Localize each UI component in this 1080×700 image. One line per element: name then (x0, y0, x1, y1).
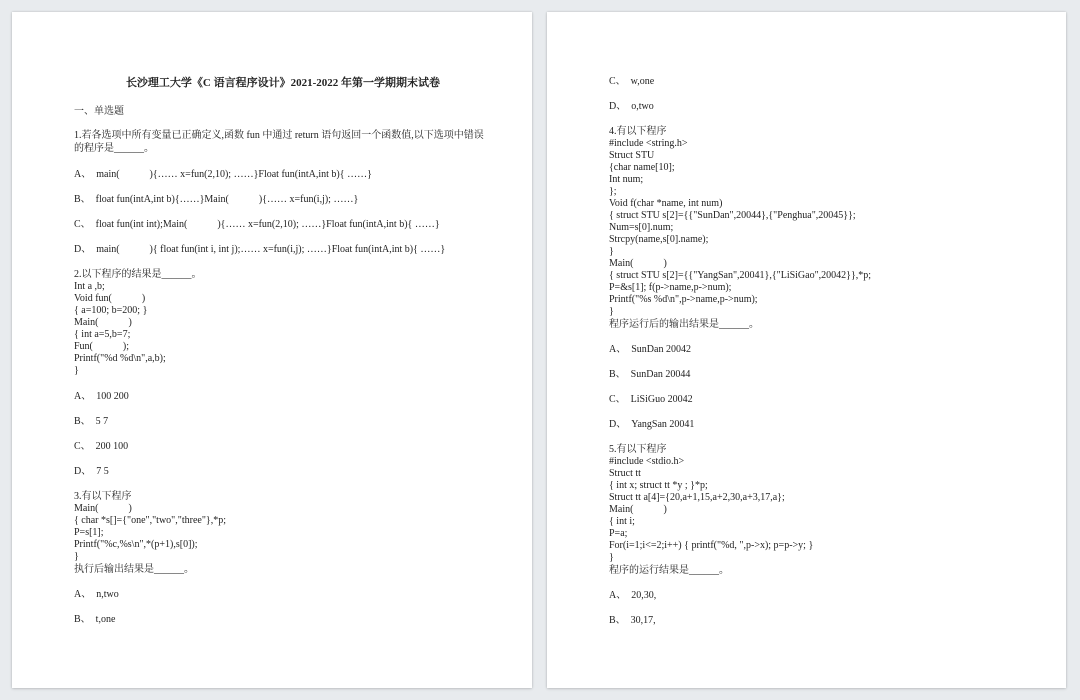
code-line: { a=100; b=200; } (74, 305, 148, 316)
code-line: Main( ) (74, 503, 132, 514)
code-line: } (609, 306, 614, 317)
code-line: #include <string.h> (609, 138, 688, 149)
code-line: Void fun( ) (74, 293, 146, 304)
question-4-option-a: A、 SunDan 20042 (609, 344, 691, 355)
page-right-content (609, 75, 1026, 639)
question-5-stem: 5.有以下程序 (609, 444, 667, 455)
question-4-stem: 4.有以下程序 (609, 126, 667, 137)
question-4-option-d: D、 YangSan 20041 (609, 419, 695, 430)
code-line: } (74, 365, 79, 376)
code-line: Struct STU (609, 150, 655, 161)
code-line: }; (609, 186, 617, 197)
question-1-option-d: D、 main( ){ float fun(int i, int j);…… x=fun(i,j); ……}Float fun(intA,int b){ ……} (74, 244, 446, 255)
question-2-option-a: A、 100 200 (74, 391, 129, 402)
question-3-prompt: 执行后输出结果是______。 (74, 564, 194, 575)
question-4 (609, 125, 1026, 431)
code-line: #include <stdio.h> (609, 456, 685, 467)
question-4-code (609, 138, 1026, 318)
code-line: { struct STU s[2]={{"SunDan",20044},{"Penghua",20045}}; (609, 210, 856, 221)
code-line: { int x; struct tt *y ; }*p; (609, 480, 708, 491)
page-left-content (74, 74, 492, 638)
code-line: Main( ) (609, 258, 667, 269)
question-5-option-a: A、 20,30, (609, 590, 657, 601)
code-line: } (609, 246, 614, 257)
question-4-prompt: 程序运行后的输出结果是______。 (609, 319, 759, 330)
code-line: Printf("%s %d\n",p->name,p->num); (609, 294, 758, 305)
question-2-option-c: C、 200 100 (74, 441, 129, 452)
code-line: } (609, 552, 614, 563)
code-line: Printf("%c,%s\n",*(p+1),s[0]); (74, 539, 198, 550)
question-5-code (609, 456, 1026, 564)
question-3-code (74, 503, 492, 563)
document-title: 长沙理工大学《C 语言程序设计》2021-2022 年第一学期期末试卷 (125, 77, 441, 89)
question-1-stem: 1.若各选项中所有变量已正确定义,函数 fun 中通过 return 语句返回一个函数值,以下选项中错误的程序是______。 (74, 130, 484, 154)
code-line: Int num; (609, 174, 644, 185)
question-5 (609, 443, 1026, 627)
code-line: Struct tt (609, 468, 641, 479)
code-line: { char *s[]={"one","two","three"},*p; (74, 515, 226, 526)
code-line: } (74, 551, 79, 562)
code-line: { int a=5,b=7; (74, 329, 131, 340)
code-line: Void f(char *name, int num) (609, 198, 723, 209)
question-4-option-c: C、 LiSiGuo 20042 (609, 394, 693, 405)
code-line: Main( ) (74, 317, 132, 328)
code-line: Int a ,b; (74, 281, 105, 292)
question-2-option-d: D、 7 5 (74, 466, 109, 477)
question-3-stem: 3.有以下程序 (74, 491, 132, 502)
question-3-continued (609, 75, 1026, 113)
question-1-option-a: A、 main( ){…… x=fun(2,10); ……}Float fun(intA,int b){ ……} (74, 169, 372, 180)
code-line: P=s[1]; (74, 527, 104, 538)
question-1 (74, 129, 492, 256)
question-2 (74, 268, 492, 478)
code-line: Main( ) (609, 504, 667, 515)
question-2-option-b: B、 5 7 (74, 416, 109, 427)
code-line: P=a; (609, 528, 628, 539)
document-page-left (12, 12, 532, 688)
code-line: {char name[10]; (609, 162, 675, 173)
code-line: { int i; (609, 516, 635, 527)
code-line: Num=s[0].num; (609, 222, 674, 233)
code-line: Printf("%d %d\n",a,b); (74, 353, 166, 364)
question-3-option-d: D、 o,two (609, 101, 654, 112)
question-3 (74, 490, 492, 626)
section-heading: 一、单选题 (74, 106, 124, 117)
question-3-option-a: A、 n,two (74, 589, 119, 600)
question-3-option-b: B、 t,one (74, 614, 116, 625)
question-4-option-b: B、 SunDan 20044 (609, 369, 691, 380)
code-line: Strcpy(name,s[0].name); (609, 234, 709, 245)
code-line: For(i=1;i<=2;i++) { printf("%d, ",p->x); p=p->y; } (609, 540, 814, 551)
question-1-option-b: B、 float fun(intA,int b){……}Main( ){…… x=fun(i,j); ……} (74, 194, 359, 205)
document-page-right (547, 12, 1066, 688)
question-1-option-c: C、 float fun(int int);Main( ){…… x=fun(2,10); ……}Float fun(intA,int b){ ……} (74, 219, 440, 230)
code-line: Struct tt a[4]={20,a+1,15,a+2,30,a+3,17,a}; (609, 492, 785, 503)
code-line: { struct STU s[2]={{"YangSan",20041},{"LiSiGao",20042}},*p; (609, 270, 872, 281)
code-line: Fun( ); (74, 341, 129, 352)
question-5-prompt: 程序的运行结果是______。 (609, 565, 729, 576)
question-2-stem: 2.以下程序的结果是______。 (74, 269, 202, 280)
question-5-option-b: B、 30,17, (609, 615, 656, 626)
question-2-code (74, 281, 492, 377)
question-3-option-c: C、 w,one (609, 76, 655, 87)
code-line: P=&s[1]; f(p->name,p->num); (609, 282, 732, 293)
